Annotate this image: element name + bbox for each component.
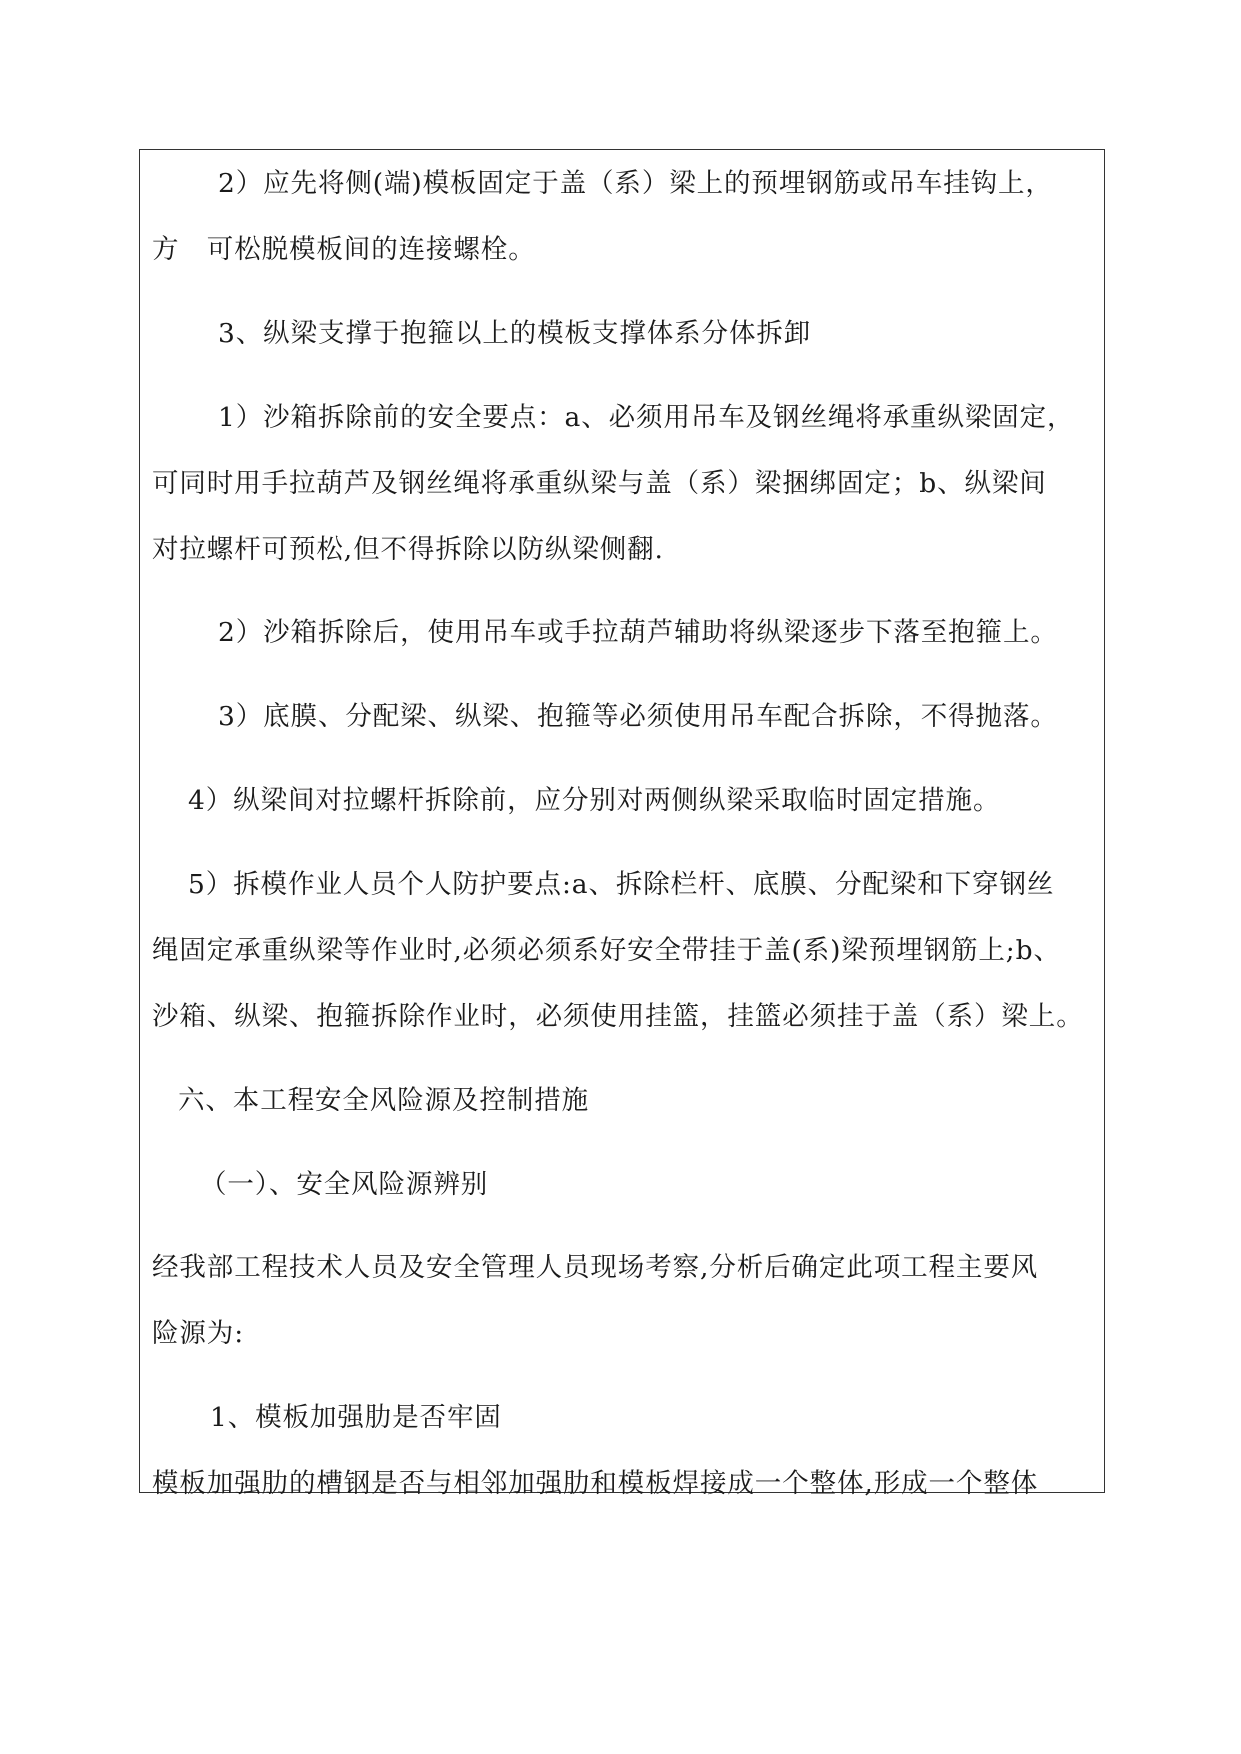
section-heading-6: 六、本工程安全风险源及控制措施 [178, 1085, 589, 1116]
subsection-heading-1: （一）、安全风险源辨别 [200, 1169, 489, 1200]
text-line-1: 2）应先将侧(端)模板固定于盖（系）梁上的预埋钢筋或吊车挂钩上， [218, 168, 1053, 199]
text-line-5: 可同时用手拉葫芦及钢丝绳将承重纵梁与盖（系）梁捆绑固定；b、纵梁间 [152, 468, 1047, 499]
text-line-18: 模板加强肋的槽钢是否与相邻加强肋和模板焊接成一个整体,形成一个整体 [152, 1468, 1039, 1499]
text-line-11: 绳固定承重纵梁等作业时,必须必须系好安全带挂于盖(系)梁预埋钢筋上;b、 [152, 935, 1061, 966]
text-line-10: 5）拆模作业人员个人防护要点:a、拆除栏杆、底膜、分配梁和下穿钢丝 [188, 869, 1055, 900]
text-line-4: 1）沙箱拆除前的安全要点：a、必须用吊车及钢丝绳将承重纵梁固定， [218, 402, 1075, 433]
text-line-2: 方 可松脱模板间的连接螺栓。 [152, 234, 536, 265]
text-line-15: 经我部工程技术人员及安全管理人员现场考察,分析后确定此项工程主要风 [152, 1252, 1039, 1283]
text-line-8: 3）底膜、分配梁、纵梁、抱箍等必须使用吊车配合拆除，不得抛落。 [218, 701, 1058, 732]
text-line-9: 4）纵梁间对拉螺杆拆除前，应分别对两侧纵梁采取临时固定措施。 [188, 785, 1001, 816]
item-heading-1: 1、模板加强肋是否牢固 [210, 1402, 502, 1433]
section-heading-3: 3、纵梁支撑于抱箍以上的模板支撑体系分体拆卸 [218, 318, 812, 349]
text-line-6: 对拉螺杆可预松,但不得拆除以防纵梁侧翻. [152, 534, 664, 565]
text-line-16: 险源为: [152, 1318, 245, 1349]
text-line-12: 沙箱、纵梁、抱箍拆除作业时，必须使用挂篮，挂篮必须挂于盖（系）梁上。 [152, 1001, 1084, 1032]
text-line-7: 2）沙箱拆除后，使用吊车或手拉葫芦辅助将纵梁逐步下落至抱箍上。 [218, 617, 1058, 648]
